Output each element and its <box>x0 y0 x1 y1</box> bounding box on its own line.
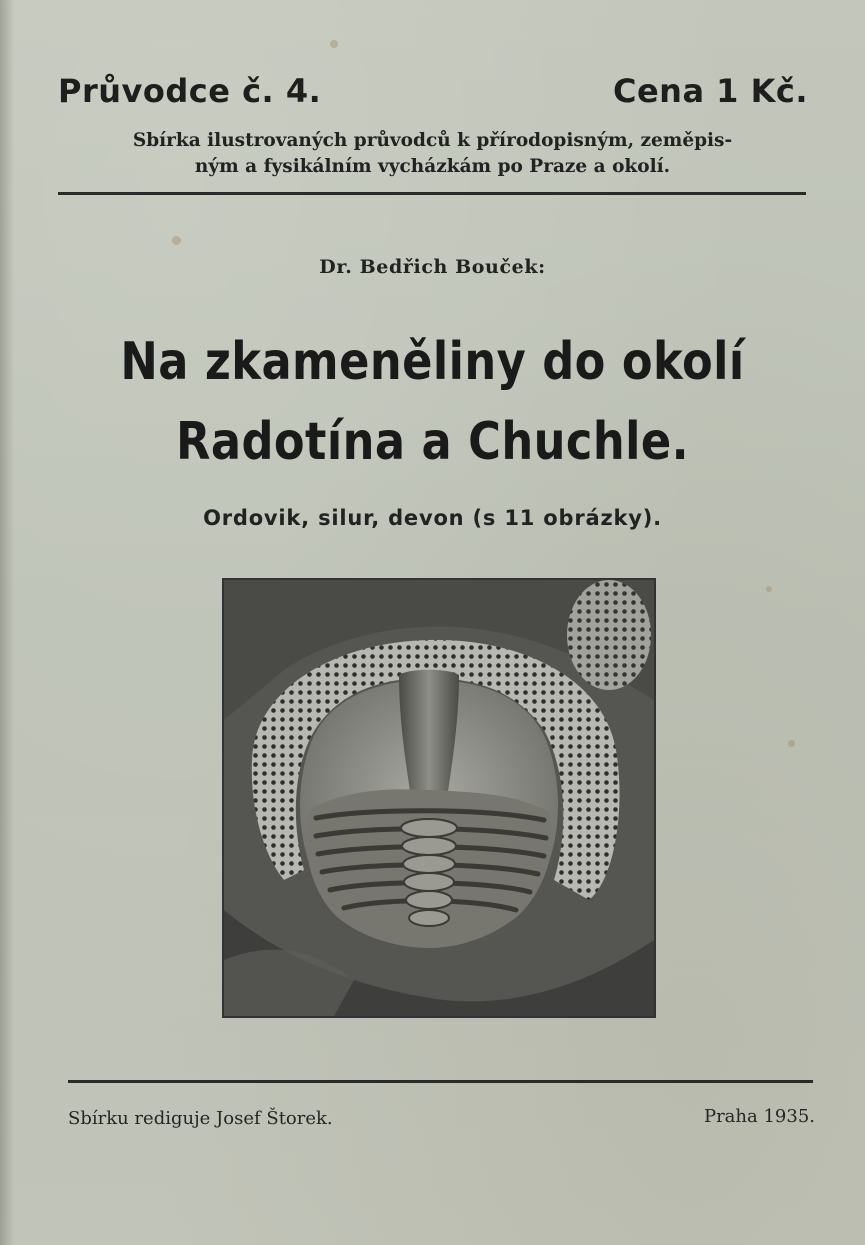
author: Dr. Bedřich Bouček: <box>319 256 546 278</box>
trilobite-fossil-photo <box>222 578 656 1018</box>
editor-credit: Sbírku rediguje Josef Štorek. <box>68 1108 333 1129</box>
top-divider <box>58 192 806 195</box>
series-description <box>40 128 825 180</box>
book-title-line: Na zkameněliny do okolí <box>120 332 745 392</box>
series-number: Průvodce č. 4. <box>58 72 322 110</box>
book-title <box>61 322 805 482</box>
paper-stain <box>788 740 795 747</box>
subtitle: Ordovik, silur, devon (s 11 obrázky). <box>203 506 662 530</box>
paper-stain <box>172 236 181 245</box>
place-and-year: Praha 1935. <box>703 1106 815 1127</box>
paper-stain <box>330 40 338 48</box>
series-description-line: ným a fysikálním vycházkám po Praze a okolí. <box>194 156 671 177</box>
book-title-line: Radotína a Chuchle. <box>175 412 690 472</box>
bottom-divider <box>68 1080 813 1083</box>
header-row <box>58 72 808 118</box>
trilobite-fossil-icon <box>224 580 654 1016</box>
price: Cena 1 Kč. <box>612 72 808 110</box>
series-description-line: Sbírka ilustrovaných průvodců k přírodopisným, zeměpis- <box>132 130 733 151</box>
paper-stain <box>766 586 772 592</box>
spine-shadow <box>0 0 14 1245</box>
